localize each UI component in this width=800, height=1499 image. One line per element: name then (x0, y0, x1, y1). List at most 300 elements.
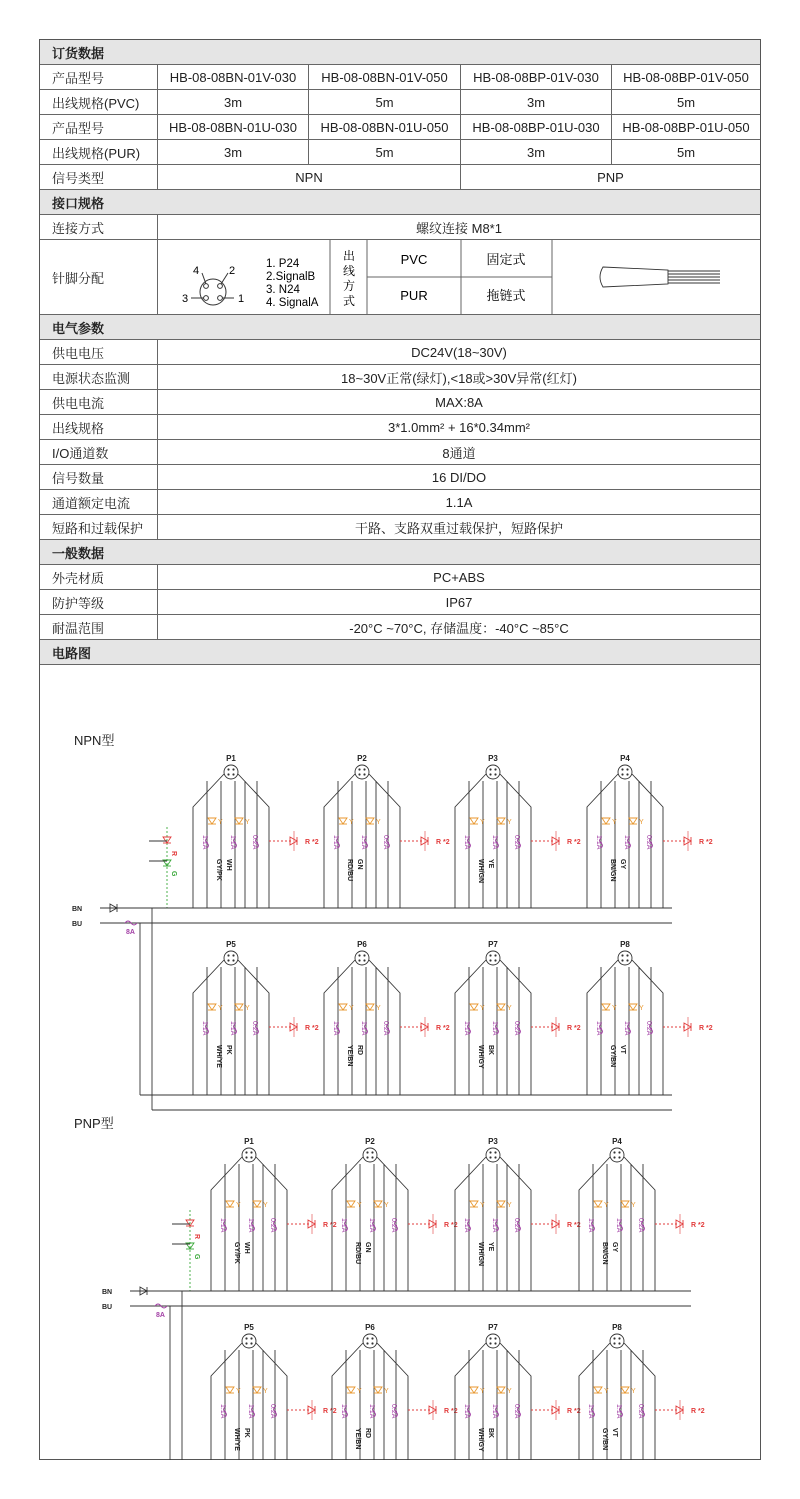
row-label: 供电电流 (52, 395, 105, 411)
port-connector-icon (618, 951, 632, 965)
section-title: 电路图 (52, 645, 92, 661)
diode-body (621, 1201, 629, 1207)
fuse-label: 1.1A (247, 1404, 254, 1419)
port-label: P6 (365, 1323, 375, 1332)
fuse-label: 1.1A (623, 1021, 630, 1036)
fuse-label: 1.1A (595, 835, 602, 850)
led-icon (374, 1201, 382, 1207)
diode-body (253, 1387, 261, 1393)
bus-bn-label: BN (102, 1289, 113, 1296)
port-connector-icon (363, 1334, 377, 1348)
pin-assignment: 1. P24 (266, 258, 300, 270)
relay-diode-icon (552, 1023, 559, 1031)
outlet-label: 方 (343, 279, 356, 293)
led-label: Y (631, 1388, 636, 1395)
fuse-label: 0.2A (390, 1218, 397, 1233)
pin-assignment: 4. SignalA (266, 297, 319, 309)
port-pin (489, 1151, 491, 1153)
port-pin (371, 1342, 373, 1344)
wire-color-label: GY/PK (233, 1242, 240, 1264)
led-label: Y (384, 1388, 389, 1395)
port-pin (621, 773, 623, 775)
diode-body (290, 1023, 297, 1031)
relay-diode-icon (308, 1406, 315, 1414)
port-pin (626, 773, 628, 775)
led-label: Y (236, 1202, 241, 1209)
diode-body (594, 1387, 602, 1393)
pin-assignment: 3. N24 (266, 284, 300, 296)
port-pin (494, 1337, 496, 1339)
relay-diode-icon (290, 1023, 297, 1031)
row-label: 电源状态监测 (52, 370, 131, 386)
outlet-mode: 固定式 (486, 252, 526, 267)
port-label: P7 (488, 1323, 498, 1332)
diode-body (290, 837, 297, 845)
fuse-label: 0.2A (390, 1404, 397, 1419)
row-value: 1.1A (157, 490, 760, 514)
relay-diode-icon (421, 1023, 428, 1031)
relay-label: R *2 (691, 1408, 705, 1415)
port-pin (494, 954, 496, 956)
row-label: 短路和过载保护 (52, 520, 144, 536)
led-label: Y (349, 819, 354, 826)
port-pin (250, 1156, 252, 1158)
diode-body (366, 1004, 374, 1010)
led-icon (497, 1004, 505, 1010)
led-icon (366, 1004, 374, 1010)
led-icon (366, 818, 374, 824)
port-connector-icon (486, 1334, 500, 1348)
led-icon (594, 1201, 602, 1207)
led-label: Y (631, 1202, 636, 1209)
fuse-label: 0.2A (251, 835, 258, 850)
pin-number: 1 (238, 293, 245, 305)
diode-body (226, 1387, 234, 1393)
wire-color-label: GY/BN (601, 1428, 608, 1451)
model-cell: HB-08-08BP-01U-050 (611, 115, 760, 139)
wire-color-label: PK (243, 1428, 250, 1438)
port-pin (626, 954, 628, 956)
port-label: P5 (226, 940, 236, 949)
fuse-label: 1.1A (587, 1404, 594, 1419)
diode-body (497, 1201, 505, 1207)
fuse-label: 1.1A (201, 835, 208, 850)
diode-body (621, 1387, 629, 1393)
fuse-label: 0.2A (637, 1404, 644, 1419)
led-label: Y (612, 819, 617, 826)
fuse-label: 1.1A (463, 835, 470, 850)
row-value: 16 DI/DO (157, 465, 760, 489)
led-icon (374, 1387, 382, 1393)
port-connector-icon (610, 1334, 624, 1348)
status-red-label: R (170, 851, 177, 857)
fuse-label: 0.2A (637, 1218, 644, 1233)
wire-color-label: RD/BU (346, 859, 353, 882)
port-connector-icon (242, 1148, 256, 1162)
model-cell: HB-08-08BP-01U-030 (460, 115, 611, 139)
fuse-label: 1.1A (219, 1218, 226, 1233)
diode-body (594, 1201, 602, 1207)
led-icon (226, 1387, 234, 1393)
wire-color-label: GY/BN (609, 1045, 616, 1068)
diode-body (552, 837, 559, 845)
led-icon (470, 1201, 478, 1207)
port-pin (489, 768, 491, 770)
relay-label: R *2 (323, 1408, 337, 1415)
diode-body (497, 1004, 505, 1010)
module-envelope (332, 1343, 408, 1460)
port-pin (613, 1151, 615, 1153)
fuse-label: 0.2A (251, 1021, 258, 1036)
status-green-label: G (170, 871, 177, 877)
port-pin (494, 768, 496, 770)
port-pin (363, 954, 365, 956)
led-icon (339, 818, 347, 824)
led-label: Y (612, 1005, 617, 1012)
diode-body (552, 1220, 559, 1228)
row-label: 供电电压 (52, 345, 105, 361)
row-value: DC24V(18~30V) (157, 340, 760, 364)
connection-value: 螺纹连接 M8*1 (157, 215, 760, 239)
diode-body (374, 1387, 382, 1393)
port-pin (250, 1342, 252, 1344)
wire-color-label: WH (225, 859, 232, 871)
relay-label: R *2 (436, 1025, 450, 1032)
led-icon (470, 818, 478, 824)
diode-body (602, 818, 610, 824)
datasheet (39, 39, 761, 1460)
diode-body (429, 1406, 436, 1414)
model-cell: HB-08-08BN-01V-050 (308, 65, 460, 89)
bus-bu-label: BU (72, 921, 83, 928)
wire-color-label: GY (611, 1242, 618, 1253)
led-label: Y (480, 1388, 485, 1395)
led-icon (253, 1201, 261, 1207)
section-circuit (40, 640, 760, 665)
led-icon (339, 1004, 347, 1010)
diode-body (429, 1220, 436, 1228)
general-row (40, 615, 760, 640)
diode-body (235, 818, 243, 824)
port-label: P2 (357, 754, 367, 763)
wire-color-label: BN/GN (609, 859, 616, 882)
fuse-label: 0.2A (382, 835, 389, 850)
pin-assignment: 2.SignalB (266, 271, 316, 283)
led-label: Y (507, 1388, 512, 1395)
bus-bn-label: BN (72, 906, 83, 913)
relay-diode-icon (429, 1406, 436, 1414)
port-pin (613, 1337, 615, 1339)
led-label: Y (604, 1388, 609, 1395)
diode-body (470, 818, 478, 824)
wire-color-label: WH/GN (477, 859, 484, 884)
pur-model-row (40, 115, 760, 140)
wire-color-label: YE/BN (354, 1428, 361, 1450)
port-pin (250, 1151, 252, 1153)
circuit-type-title: NPN型 (74, 733, 115, 748)
fuse-label: 1.1A (360, 835, 367, 850)
port-pin (358, 773, 360, 775)
led-label: Y (376, 1005, 381, 1012)
row-label: 出线规格 (52, 420, 105, 436)
port-connector-icon (486, 765, 500, 779)
diode-body (497, 1387, 505, 1393)
section-interface (40, 190, 760, 215)
diode-body (308, 1406, 315, 1414)
fuse-label: 1.1A (229, 1021, 236, 1036)
port-pin (358, 959, 360, 961)
led-label: Y (245, 819, 250, 826)
port-pin (227, 773, 229, 775)
fuse-label: 1.1A (340, 1404, 347, 1419)
port-pin (613, 1156, 615, 1158)
diode-body (339, 1004, 347, 1010)
port-pin (618, 1151, 620, 1153)
diode-body (421, 1023, 428, 1031)
wire-color-label: GN (356, 859, 363, 870)
length-cell: 3m (460, 140, 611, 164)
m8-connector-icon (191, 273, 234, 305)
length-cell: 5m (308, 90, 460, 114)
wire-color-label: WH/GY (477, 1428, 484, 1452)
port-pin (250, 1337, 252, 1339)
diode-body (602, 1004, 610, 1010)
wire-color-label: WH (243, 1242, 250, 1254)
wire-color-label: RD (364, 1428, 371, 1439)
row-label: 防护等级 (52, 595, 105, 611)
relay-label: R *2 (436, 839, 450, 846)
electrical-row (40, 390, 760, 415)
pin-number: 2 (229, 265, 236, 277)
general-row (40, 590, 760, 615)
fuse-label: 1.1A (463, 1404, 470, 1419)
port-connector-icon (618, 765, 632, 779)
fuse-label: 1.1A (368, 1218, 375, 1233)
main-fuse-label: 8A (126, 929, 135, 936)
circuit-type-title: PNP型 (74, 1116, 114, 1131)
port-pin (613, 1342, 615, 1344)
wire-color-label: WH/GN (477, 1242, 484, 1267)
module-envelope (579, 1343, 655, 1460)
cable-icon (600, 267, 720, 287)
relay-label: R *2 (305, 1025, 319, 1032)
fuse-label: 1.1A (332, 1021, 339, 1036)
row-label: 信号数量 (52, 470, 105, 486)
row-label: 连接方式 (52, 220, 105, 236)
wire-color-label: WH/GY (477, 1045, 484, 1069)
wire-color-label: VT (619, 1045, 626, 1054)
port-pin (227, 954, 229, 956)
relay-label: R *2 (444, 1222, 458, 1229)
led-label: Y (245, 1005, 250, 1012)
outlet-material: PUR (400, 288, 428, 303)
relay-diode-icon (684, 1023, 691, 1031)
port-label: P3 (488, 1137, 498, 1146)
length-cell: 5m (611, 140, 760, 164)
led-icon (208, 818, 216, 824)
connection-row (40, 215, 760, 240)
fuse-label: 1.1A (491, 1218, 498, 1233)
model-cell: HB-08-08BP-01V-030 (460, 65, 611, 89)
wire-color-label: WH/YE (215, 1045, 222, 1068)
electrical-row (40, 440, 760, 465)
port-pin (245, 1156, 247, 1158)
general-row (40, 565, 760, 590)
port-pin (621, 954, 623, 956)
port-pin (621, 768, 623, 770)
row-value: 8通道 (157, 440, 760, 464)
model-cell: HB-08-08BN-01U-050 (308, 115, 460, 139)
row-label: 通道额定电流 (52, 495, 131, 511)
diode-body (421, 837, 428, 845)
wire-color-label: YE (487, 1242, 494, 1252)
relay-label: R *2 (567, 839, 581, 846)
port-pin (618, 1342, 620, 1344)
pinout-diagram (158, 240, 761, 314)
relay-label: R *2 (699, 1025, 713, 1032)
port-connector-icon (363, 1148, 377, 1162)
row-label: I/O通道数 (52, 445, 109, 461)
led-icon (497, 818, 505, 824)
fuse-label: 1.1A (368, 1404, 375, 1419)
diode-body (208, 818, 216, 824)
led-label: Y (218, 1005, 223, 1012)
row-label: 出线规格(PVC) (52, 95, 140, 111)
led-label: Y (218, 819, 223, 826)
port-pin (494, 1151, 496, 1153)
port-pin (489, 1342, 491, 1344)
section-electrical (40, 315, 760, 340)
row-value: -20°C ~70°C, 存储温度：-40°C ~85°C (157, 615, 760, 639)
fuse-label: 1.1A (491, 835, 498, 850)
led-icon (629, 1004, 637, 1010)
relay-diode-icon (290, 837, 297, 845)
wire-color-label: RD (356, 1045, 363, 1056)
port-pin (363, 773, 365, 775)
port-pin (489, 1337, 491, 1339)
fuse-label: 0.2A (269, 1218, 276, 1233)
port-pin (232, 768, 234, 770)
port-pin (371, 1151, 373, 1153)
relay-label: R *2 (699, 839, 713, 846)
port-pin (227, 959, 229, 961)
fuse-label: 0.2A (382, 1021, 389, 1036)
led-label: Y (263, 1388, 268, 1395)
fuse-label: 1.1A (201, 1021, 208, 1036)
row-label: 出线规格(PUR) (52, 145, 141, 161)
led-icon (253, 1387, 261, 1393)
port-connector-icon (610, 1148, 624, 1162)
led-label: Y (376, 819, 381, 826)
led-label: Y (384, 1202, 389, 1209)
fuse-label: 1.1A (491, 1404, 498, 1419)
length-cell: 3m (157, 90, 308, 114)
led-icon (208, 1004, 216, 1010)
outlet-material: PVC (400, 252, 428, 267)
diode-body (470, 1004, 478, 1010)
diode-body (374, 1201, 382, 1207)
wire-color-label: YE (487, 859, 494, 869)
row-label: 针脚分配 (52, 270, 105, 286)
row-label: 信号类型 (52, 170, 105, 186)
port-pin (489, 959, 491, 961)
relay-label: R *2 (567, 1408, 581, 1415)
diode-body (629, 818, 637, 824)
led-label: Y (639, 819, 644, 826)
row-label: 外壳材质 (52, 570, 105, 586)
port-pin (494, 1342, 496, 1344)
status-green-label: G (193, 1254, 200, 1260)
fuse-label: 1.1A (491, 1021, 498, 1036)
relay-diode-icon (308, 1220, 315, 1228)
led-icon (594, 1387, 602, 1393)
section-general (40, 540, 760, 565)
port-pin (618, 1337, 620, 1339)
relay-diode-icon (552, 1220, 559, 1228)
diode-body (235, 1004, 243, 1010)
relay-diode-icon (552, 1406, 559, 1414)
led-label: Y (507, 819, 512, 826)
led-icon (347, 1201, 355, 1207)
port-connector-icon (486, 1148, 500, 1162)
diode-body (208, 1004, 216, 1010)
length-cell: 3m (460, 90, 611, 114)
diode-body (253, 1201, 261, 1207)
diode-body (552, 1406, 559, 1414)
electrical-row (40, 490, 760, 515)
wire-color-label: RD/BU (354, 1242, 361, 1265)
wire-color-label: BN/GN (601, 1242, 608, 1265)
led-label: Y (480, 1005, 485, 1012)
led-icon (470, 1004, 478, 1010)
led-icon (629, 818, 637, 824)
section-order (40, 40, 760, 65)
port-label: P8 (620, 940, 630, 949)
fuse-label: 0.2A (513, 1404, 520, 1419)
led-label: Y (480, 819, 485, 826)
main-fuse-label: 8A (156, 1312, 165, 1319)
diode-body (497, 818, 505, 824)
fuse-label: 0.2A (513, 1021, 520, 1036)
port-label: P5 (244, 1323, 254, 1332)
section-title: 一般数据 (52, 545, 105, 561)
led-label: Y (263, 1202, 268, 1209)
electrical-row (40, 515, 760, 540)
wire-color-label: BK (487, 1045, 494, 1056)
bus-bu-label: BU (102, 1304, 113, 1311)
wire-color-label: WH/YE (233, 1428, 240, 1451)
relay-label: R *2 (305, 839, 319, 846)
diode-body (676, 1406, 683, 1414)
led-icon (602, 1004, 610, 1010)
port-pin (489, 773, 491, 775)
port-pin (494, 773, 496, 775)
fuse-label: 1.1A (615, 1404, 622, 1419)
port-pin (363, 959, 365, 961)
port-pin (494, 1156, 496, 1158)
port-pin (227, 768, 229, 770)
port-label: P7 (488, 940, 498, 949)
pinout-row (40, 240, 760, 315)
port-pin (621, 959, 623, 961)
relay-label: R *2 (567, 1025, 581, 1032)
signal-pnp: PNP (460, 165, 760, 189)
fuse-label: 1.1A (247, 1218, 254, 1233)
diode-body (339, 818, 347, 824)
port-pin (371, 1337, 373, 1339)
section-title: 接口规格 (52, 195, 105, 211)
outlet-label: 出 (343, 249, 356, 263)
